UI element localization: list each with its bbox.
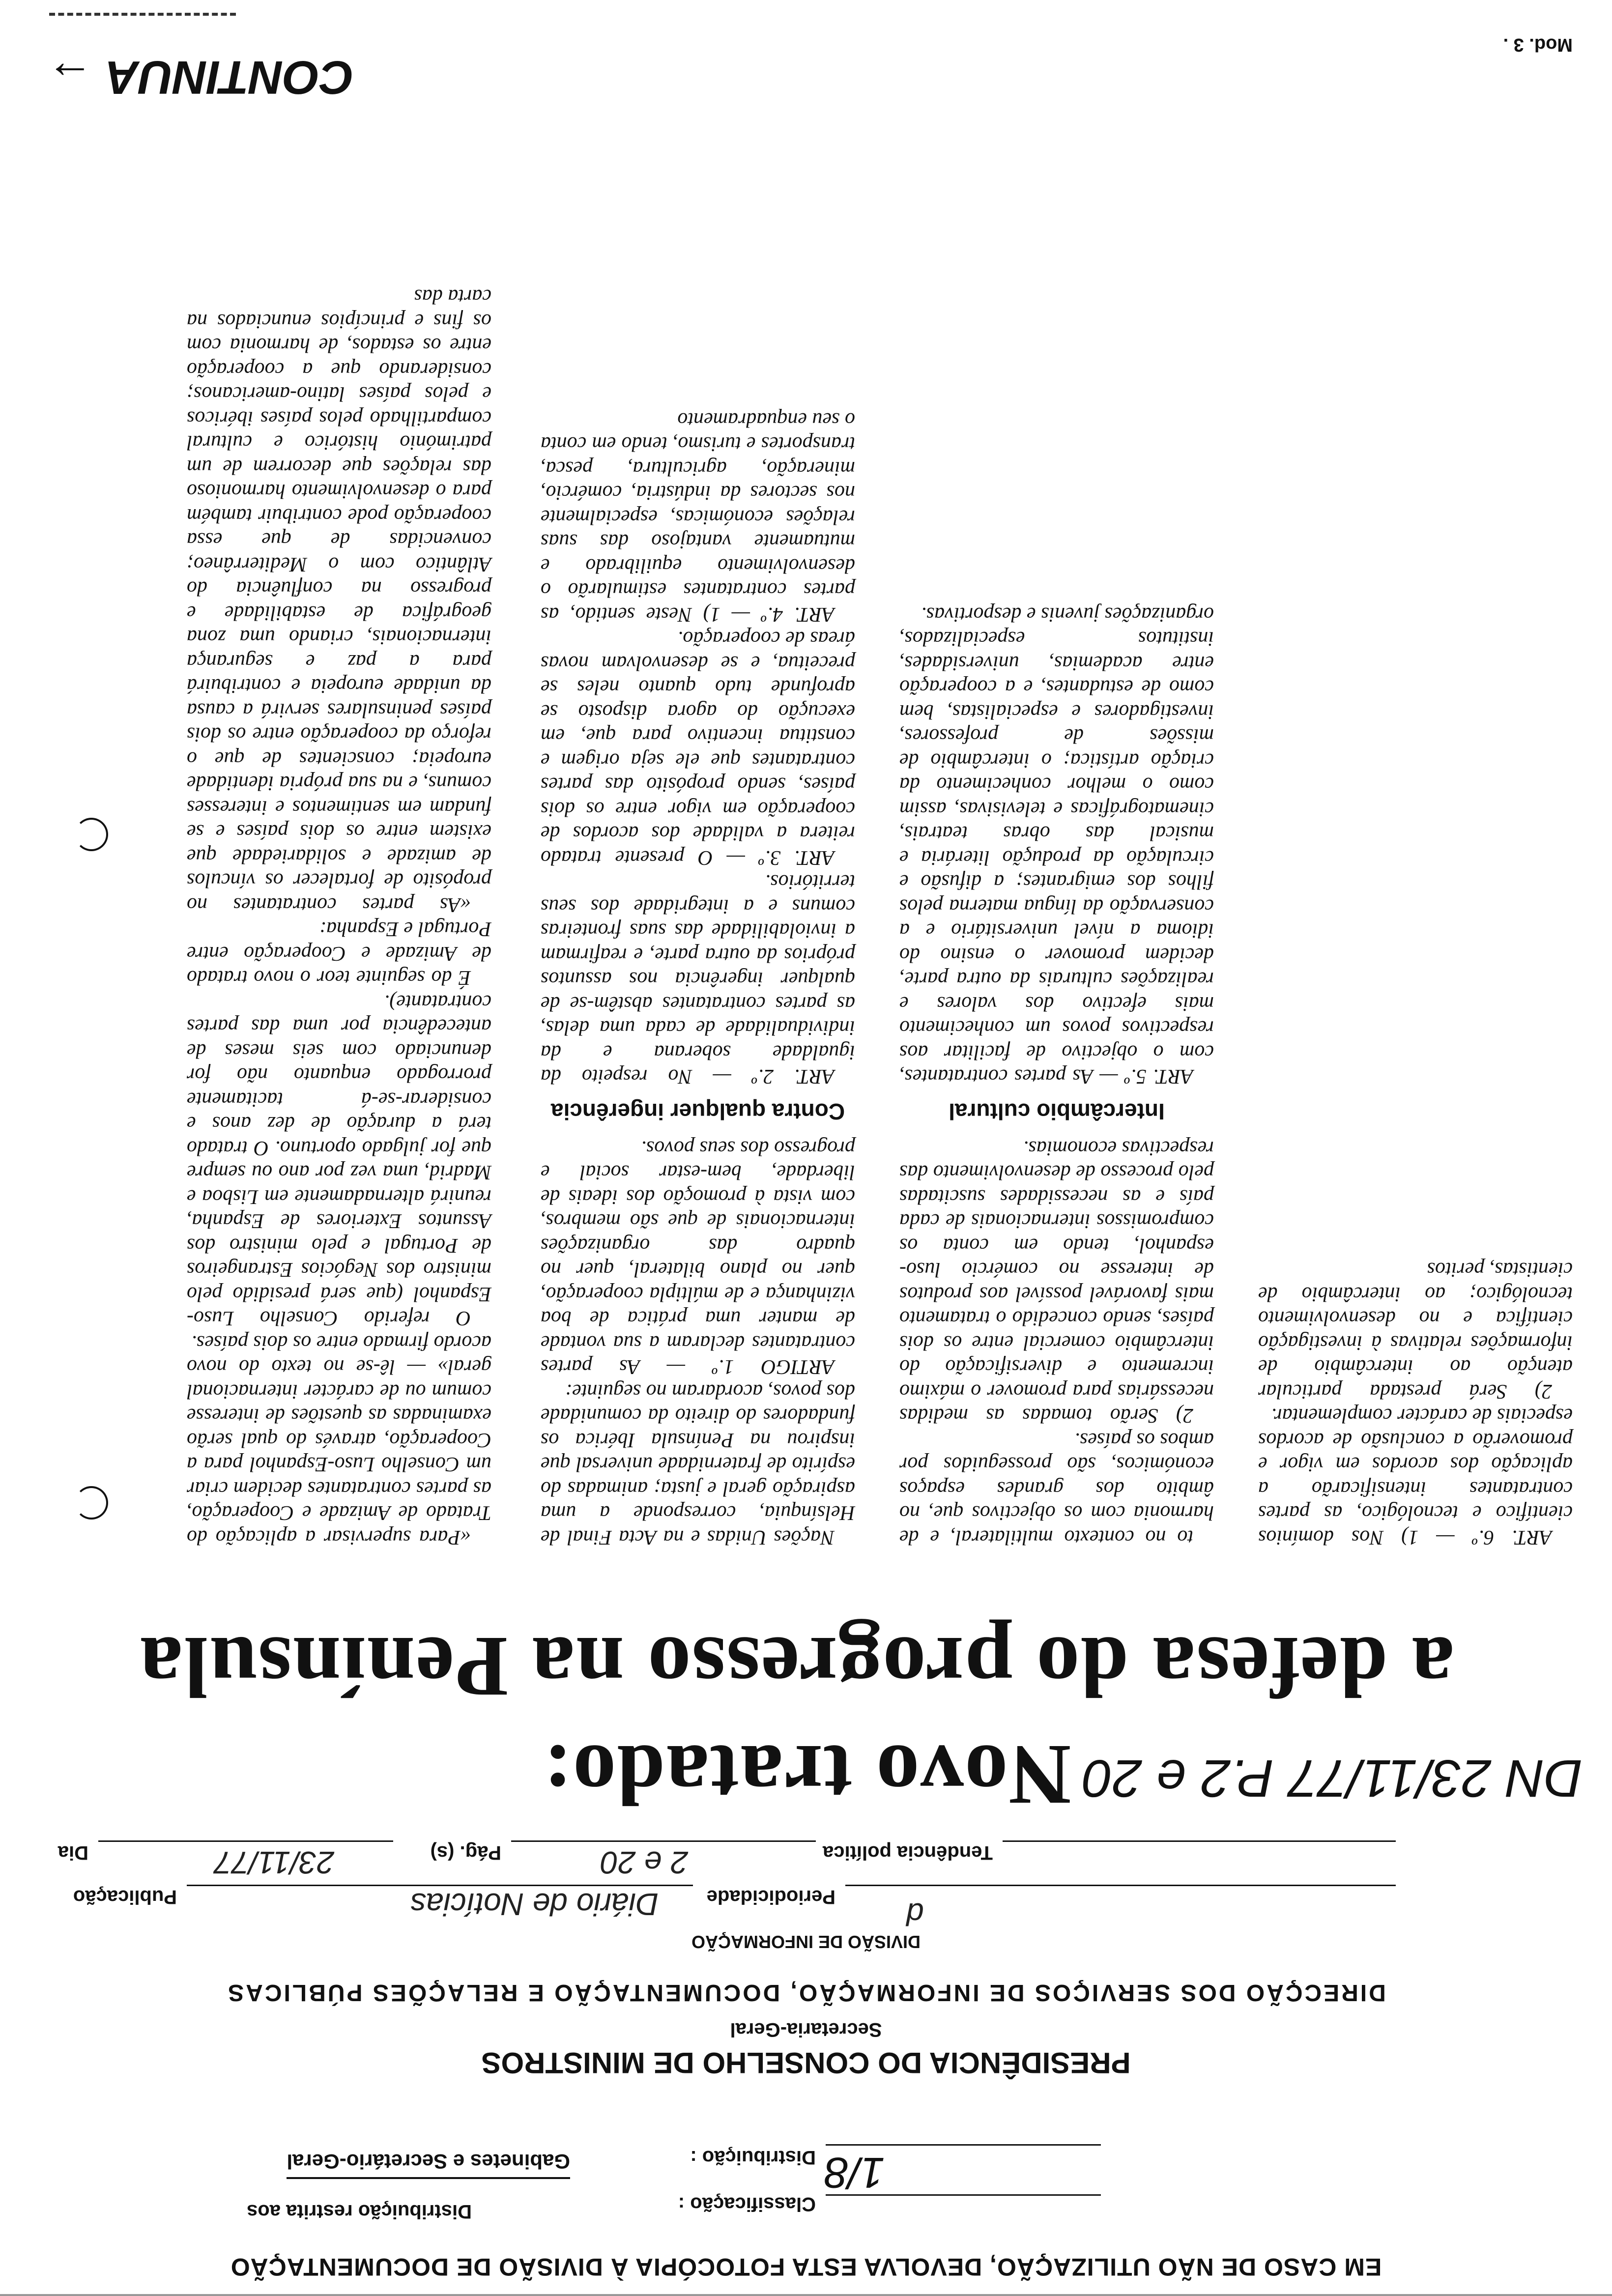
paragraph: 2) Será prestada particular atenção ao intercâmbio de informações relativas à investigação científica e no desenvolvimento tecnológico; ao intercâmbio de cientistas, peritos: [1258, 1258, 1573, 1403]
article-column-4: [1258, 1257, 1573, 1549]
paragraph: ARTIGO 1.º — As partes contratantes declaram a sua vontade de manter uma prática de boa vizinhança e de múltipla cooperação, quer no plano bilateral, quer no quadro das organizações internacionais de que são membros, com vista à promoção dos ideais de liberdade, bem-estar social e progresso dos seus povos.: [541, 1137, 855, 1378]
subheading-cultural: Intercâmbio cultural: [949, 1099, 1165, 1125]
classification-line: [826, 2194, 1101, 2217]
publication-value: Diário de Notícias: [410, 1887, 659, 1922]
paragraph: to no contexto multilateral, e de harmonia com os objectivos que, no âmbito dos grandes espaços económicos, são prosseguidos por ambos os países.: [899, 1429, 1214, 1549]
article-column-3: [899, 602, 1214, 1550]
distribution-label: Distribuição :: [690, 2147, 816, 2168]
paragraph: É do seguinte teor o novo tratado de Amizade e Cooperação entre Portugal e Espanha:: [187, 918, 491, 989]
political-tendency-label: Tendência política: [823, 1842, 993, 1864]
headline-line-2: a defesa do progresso na Península: [139, 1619, 1455, 1715]
paragraph: ART. 6.º — 1) Nos domínios científico e tecnológico, as partes contratantes intensificarão a aplicação dos acordos em vigor e promoverão a conclusão de acordos especiais de carácter complementar.: [1258, 1404, 1573, 1549]
paragraph: ART. 4.º — 1) Neste sentido, as partes contratantes estimularão o desenvolvimento equilibrado e mutuamente vantajoso das suas relações económicas, especialmente nos sectores da indústria, comércio, mineração, agricultura, pesca, transportes e turismo, tendo em conta o seu enquadramento: [541, 408, 855, 626]
presidency-heading: PRESIDÊNCIA DO CONSELHO DE MINISTROS: [481, 2046, 1131, 2079]
paragraph: ART. 2.º — No respeito da igualdade soberana e da individualidade de cada uma delas, as partes contratantes abstêm-se de qualquer ingerência nos assuntos próprios da outra parte, e reafirmam a inviolabilidade das suas fronteiras comuns e a integridade dos seus territórios.: [541, 870, 855, 1088]
bottom-dash-line: [49, 13, 236, 16]
periodicity-line: [845, 1885, 1396, 1908]
periodicity-value: d: [906, 1896, 924, 1932]
top-edge-line: [0, 2294, 1612, 2296]
headline-line-1: Novo tratado:: [542, 1727, 1071, 1823]
subheading-ingerencia: Contra qualquer ingerência: [550, 1099, 845, 1125]
paragraph: Nações Unidas e na Acta Final de Helsínquia, corresponde a uma aspiração geral e justa; animadas do espírito de fraternidade universal que inspirou na Península Ibérica os fundadores do direito da comunidade dos povos, acordaram no seguinte:: [541, 1380, 855, 1549]
day-value: 23/11/77: [214, 1845, 334, 1880]
periodicity-label: Periodicidade: [706, 1886, 835, 1908]
article-column-1: [187, 284, 491, 1549]
punch-hole-mark: [75, 818, 108, 851]
paragraph: ART. 5.º — As partes contratantes, com o objectivo de facilitar aos respectivos povos um conhecimento mais efectivo dos valores e realizações culturais da outra parte, decidem promover o ensino do idioma a nível universitário e a conservação da língua materna pelos filhos dos emigrantes; a difusão e circulação da produção literária e musical das obras teatrais, cinematográficas e televisivas, assim como o melhor conhecimento da criação artística; o intercâmbio de missões de professores, investigadores e especialistas, bem como de estudantes, e a cooperação entre academias, universidades, institutos especializados, organizações juvenis e desportivas.: [899, 603, 1214, 1088]
paragraph: «As partes contratantes no propósito de fortalecer os vínculos de amizade e solidariedade que existem entre os dois países e se fundam em sentimentos e interesses comuns, e na sua própria identidade europeia; conscientes de que o reforço da cooperação entre os dois países peninsulares servirá a causa da unidade europeia e contribuirá para a paz e segurança internacionais, criando uma zona geográfica de estabilidade e progresso na confluência do Atlântico com o Mediterrâneo; convencidas de que essa cooperação pode contribuir também para o desenvolvimento harmonioso das relações que decorrem de um património histórico e cultural compartilhado pelos países ibéricos e pelos países latino-americanos; considerando que a cooperação entre os estados, de harmonia com os fins e princípios enunciados na carta das: [187, 285, 491, 916]
division-heading: DIVISÃO DE INFORMAÇÃO: [691, 1932, 921, 1952]
form-code: Mod. 3 .: [1503, 34, 1573, 55]
day-label: Dia: [58, 1842, 88, 1864]
classification-label: Classificação :: [678, 2193, 816, 2215]
paragraph: ART. 3.º — O presente tratado reitera a validade dos acordos de cooperação em vigor entre os dois países, sendo propósito das partes contratantes que ele seja origem e constitua incentivo para que, em execução do agora disposto se aprofunde tudo quanto neles se preceitua, e se desenvolvam novas áreas de cooperação.: [541, 627, 855, 869]
handwritten-annotation: DN 23/11/77 P.2 e 20: [1083, 1749, 1583, 1808]
continued-mark: CONTINUA →: [46, 51, 354, 104]
pages-label: Pág. (s): [430, 1842, 501, 1864]
distribution-value: 1/8: [824, 2149, 885, 2197]
paragraph: «Para supervisar a aplicação do Tratado de Amizade e Cooperação, as partes contratantes decidem criar um Conselho Luso-Espanhol para a Cooperação, através do qual serão examinadas as questões de interesse comum ou de carácter internacional geral» — lê-se no texto do novo acordo firmado entre os dois países.: [187, 1331, 491, 1549]
political-tendency-line: [1003, 1840, 1396, 1864]
punch-hole-mark: [75, 1486, 108, 1520]
paragraph: O referido Conselho Luso-Espanhol (que será presidido pelo ministro dos Negócios Estrangeiros de Portugal e pelo ministro dos Assuntos Exteriores de Espanha, reunirá alternadamente em Lisboa e Madrid, uma vez por ano ou sempre que for julgado oportuno. O tratado terá a duração de dez anos e considerar-se-á tacitamente prorrogado enquanto não for denunciado com seis meses de antecedência por uma das partes contratante).: [187, 991, 491, 1330]
article-column-2: [541, 407, 855, 1550]
paragraph: 2) Serão tomadas as medidas necessárias para promover o máximo incremento e diversificação do intercâmbio comercial entre os dois países, sendo concedido o tratamento mais favorável possível aos produtos de interesse no comércio luso-espanhol, tendo em conta os compromissos internacionais de cada país e as necessidades suscitadas pelo processo de desenvolvimento das respectivas economias.: [899, 1137, 1214, 1427]
distribution-restricted-label: Distribuição restrita aos: [247, 2201, 472, 2222]
pages-value: 2 e 20: [601, 1845, 688, 1880]
directorate-heading: DIRECÇÃO DOS SERVIÇOS DE INFORMAÇÃO, DOCUMENTAÇÃO E RELAÇÕES PÚBLICAS: [226, 1980, 1386, 2006]
secretariat-heading: Secretaria-Geral: [730, 2019, 882, 2040]
publication-label: Publicação: [73, 1886, 177, 1908]
cabinets-value: Gabinetes e Secretário-Geral: [287, 2150, 570, 2179]
return-banner: EM CASO DE NÃO UTILIZAÇÃO, DEVOLVA ESTA FOTOCÓPIA À DIVISÃO DE DOCUMENTAÇÃO: [230, 2253, 1382, 2281]
